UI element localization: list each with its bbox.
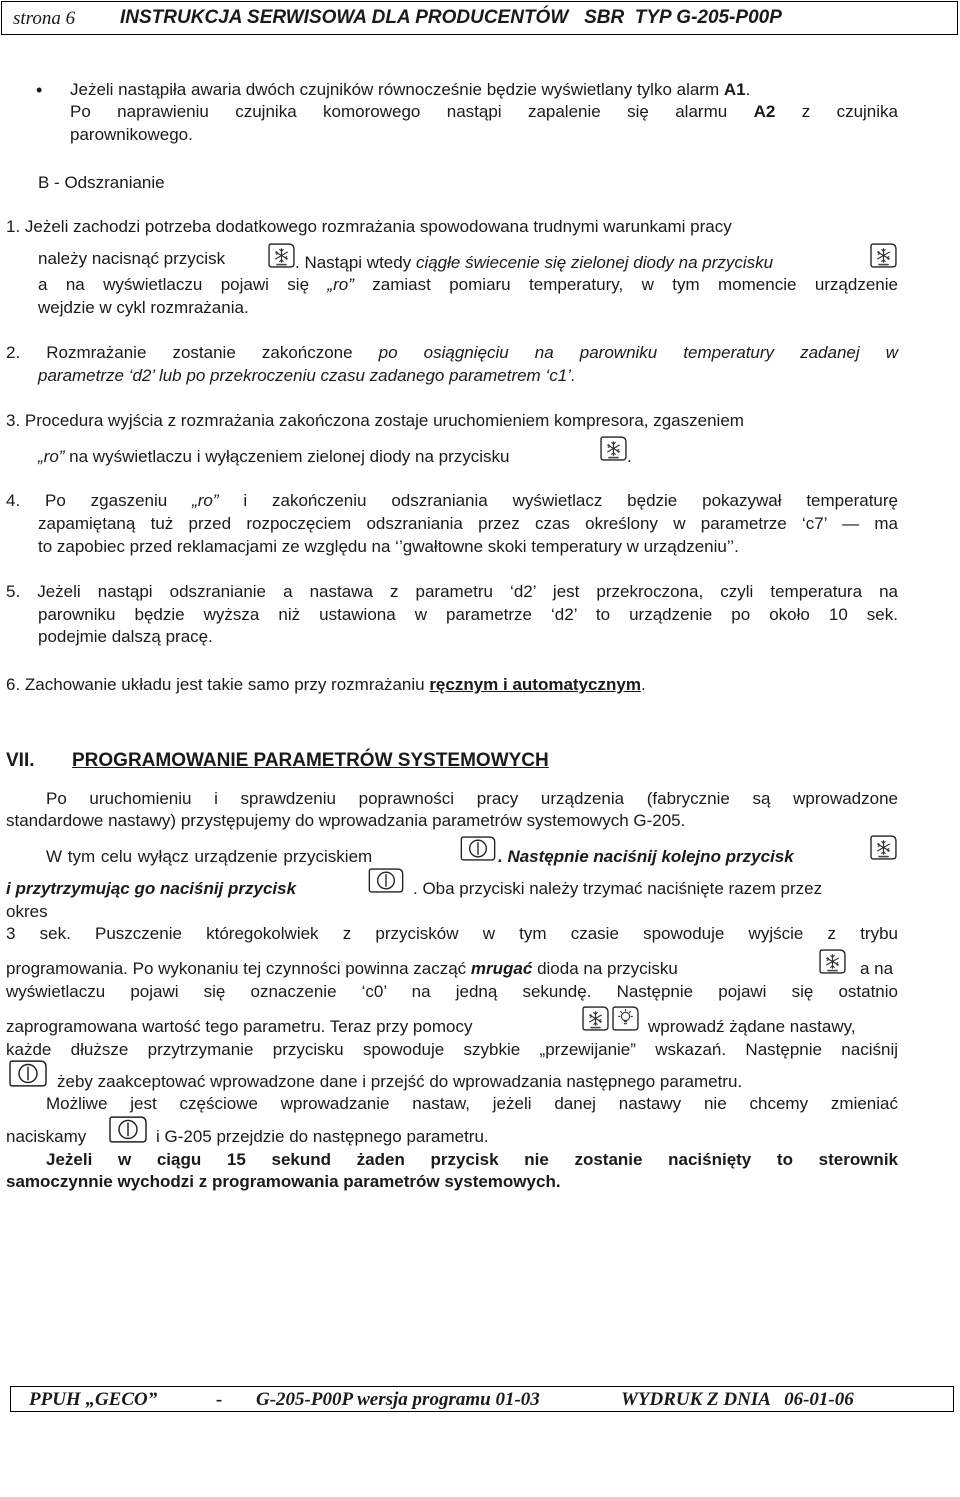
prog-line-1: Po uruchomieniu i sprawdzeniu poprawności pracy urządzenia (fabrycznie są wprowadzone xyxy=(46,789,898,808)
bullet-line-1 xyxy=(70,80,750,100)
power-button-icon xyxy=(460,836,496,861)
alarm-code: A2 xyxy=(753,102,776,121)
power-button-icon xyxy=(368,868,404,893)
p5-line-2: parowniku będzie wyższa niż ustawiona w parametrze ‘d2’ to urządzenie po około 10 sek. xyxy=(38,605,898,624)
defrost-button-icon xyxy=(582,1006,609,1031)
p2-line-2: parametrze ‘d2’ lub po przekroczeniu czasu zadanego parametrem ‘c1’. xyxy=(38,366,576,385)
prog-text: dioda na przycisku xyxy=(532,959,678,978)
footer-dash: - xyxy=(216,1389,223,1410)
prog-line-3b: . Następnie naciśnij kolejno przycisk xyxy=(498,847,794,866)
prog-line-2: standardowe nastawy) przystępujemy do wprowadzania parametrów systemowych G-205. xyxy=(6,811,686,830)
p6-line-1 xyxy=(6,675,646,695)
section-vii-title: PROGRAMOWANIE PARAMETRÓW SYSTEMOWYCH xyxy=(72,750,549,771)
footer-print-date: WYDRUK Z DNIA 06-01-06 xyxy=(621,1389,854,1410)
p4-line-2: zapamiętaną tuż przed rozpoczęciem odszraniania przez czas określony w parametrze ‘c7’ — ma xyxy=(38,514,898,533)
section-b-title: B - Odszranianie xyxy=(38,173,165,192)
p1-italic-text: ciągłe świecenie się zielonej diody na przycisku xyxy=(415,253,774,272)
p2-italic-text: po osiągnięciu na parowniku temperatury zadanej w xyxy=(378,343,899,362)
document-title: INSTRUKCJA SERWISOWA DLA PRODUCENTÓW SBR TYP G-205-P00P xyxy=(120,7,782,28)
defrost-button-icon xyxy=(870,835,897,860)
prog-text: programowania. Po wykonaniu tej czynności powinna zacząć xyxy=(6,959,471,978)
prog-line-6: 3 sek. Puszczenie któregokolwiek z przycisków w tym czasie spowoduje wyjście z trybu xyxy=(6,924,898,943)
bullet-text: Jeżeli nastąpiła awaria dwóch czujników równocześnie będzie wyświetlany tylko alarm xyxy=(70,80,724,99)
bullet-text: Po naprawieniu czujnika komorowego nastąpi zapalenie się alarmu xyxy=(70,102,754,121)
p4-text: i zakończeniu odszraniania wyświetlacz będzie pokazywał temperaturę xyxy=(218,491,898,510)
prog-line-4b: . Oba przyciski należy trzymać naciśnięte razem przez xyxy=(413,879,823,898)
p1-text: zamiast pomiaru temperatury, w tym momencie urządzenie xyxy=(353,275,898,294)
p5-line-3: podejmie dalszą pracę. xyxy=(38,627,213,646)
prog-line-9b: wprowadź żądane nastawy, xyxy=(648,1017,856,1036)
page-footer xyxy=(10,1386,954,1412)
display-code-ro: „ro” xyxy=(38,447,65,466)
display-code-ro: „ro” xyxy=(327,275,354,294)
alarm-code: A1 xyxy=(723,80,746,99)
p3-line-2 xyxy=(38,447,509,467)
p5-line-1: 5. Jeżeli nastąpi odszranianie a nastawa z parametru ‘d2’ jest przekroczona, czyli temperatura na xyxy=(6,582,898,601)
p1-line-2 xyxy=(38,249,225,269)
p3-line-2-end: . xyxy=(627,447,632,466)
prog-line-15: samoczynnie wychodzi z programowania parametrów systemowych. xyxy=(6,1172,561,1191)
p3-line-1: 3. Procedura wyjścia z rozmrażania zakończona zostaje uruchomieniem kompresora, zgaszeniem xyxy=(6,411,744,430)
defrost-button-icon xyxy=(268,243,295,268)
bullet-line-2 xyxy=(70,102,898,122)
power-button-icon xyxy=(108,1116,148,1143)
bullet-text: . xyxy=(745,80,751,99)
prog-emphasis: mrugać xyxy=(470,959,533,978)
section-vii-number: VII. xyxy=(6,750,35,771)
p2-line-1 xyxy=(6,343,898,363)
prog-line-10: każde dłuższe przytrzymanie przycisku spowoduje szybkie „przewijanie” wskazań. Następnie naciśnij xyxy=(6,1040,898,1059)
p1-line-4: wejdzie w cykl rozmrażania. xyxy=(38,298,249,317)
p1-text: należy nacisnąć przycisk xyxy=(38,249,226,268)
prog-line-13a: naciskamy xyxy=(6,1127,87,1146)
bullet-line-3 xyxy=(70,125,193,145)
prog-line-13b: i G-205 przejdzie do następnego parametru. xyxy=(156,1127,489,1146)
bullet-text: z czujnika xyxy=(775,102,898,121)
p4-line-1 xyxy=(6,491,898,511)
p1-text: . Nastąpi wtedy xyxy=(295,253,416,272)
p1-line-2b xyxy=(295,253,773,273)
p4-text: 4. Po zgaszeniu xyxy=(6,491,193,510)
defrost-button-icon xyxy=(600,436,627,461)
p3-text: na wyświetlaczu i wyłączeniem zielonej diody na przycisku xyxy=(64,447,510,466)
prog-line-3a: W tym celu wyłącz urządzenie przyciskiem xyxy=(46,847,373,866)
p1-text: a na wyświetlaczu pojawi się xyxy=(38,275,328,294)
p4-line-3: to zapobiec przed reklamacjami ze względu na ‘’gwałtowne skoki temperatury w urządzeniu’’. xyxy=(38,537,739,556)
prog-line-8: wyświetlaczu pojawi się oznaczenie ‘c0’ na jedną sekundę. Następnie pojawi się ostatnio xyxy=(6,982,898,1001)
bullet-text: parownikowego. xyxy=(70,125,193,144)
prog-line-9a: zaprogramowana wartość tego parametru. Teraz przy pomocy xyxy=(6,1017,473,1036)
footer-version: G-205-P00P wersja programu 01-03 xyxy=(256,1389,540,1410)
prog-line-12: Możliwe jest częściowe wprowadzanie nastaw, jeżeli danej nastawy nie chcemy zmieniać xyxy=(46,1094,898,1113)
prog-line-7d: a na xyxy=(860,959,894,978)
prog-line-4a: i przytrzymując go naciśnij przycisk xyxy=(6,879,297,898)
p6-text: 6. Zachowanie układu jest takie samo przy rozmrażaniu xyxy=(6,675,430,694)
power-button-icon xyxy=(8,1060,48,1087)
light-button-icon xyxy=(612,1006,639,1031)
p6-text: . xyxy=(640,675,646,694)
p1-line-3 xyxy=(38,275,898,295)
display-code-ro: „ro” xyxy=(192,491,219,510)
p1-line-1: 1. Jeżeli zachodzi potrzeba dodatkowego rozmrażania spowodowana trudnymi warunkami pracy xyxy=(6,217,732,236)
bullet-mark: • xyxy=(36,80,43,100)
prog-line-7 xyxy=(6,959,678,979)
page-header xyxy=(1,1,958,35)
prog-line-5: okres xyxy=(6,902,48,921)
prog-line-11: żeby zaakceptować wprowadzone dane i przejść do wprowadzania następnego parametru. xyxy=(57,1072,743,1091)
page-number: strona 6 xyxy=(13,8,76,29)
footer-company: PPUH „GECO” xyxy=(29,1389,158,1410)
p2-text: 2. Rozmrażanie zostanie zakończone xyxy=(6,343,379,362)
defrost-button-icon xyxy=(819,949,846,974)
defrost-button-icon xyxy=(870,243,897,268)
p6-emphasis: ręcznym i automatycznym xyxy=(429,675,641,694)
prog-line-14: Jeżeli w ciągu 15 sekund żaden przycisk nie zostanie naciśnięty to sterownik xyxy=(46,1150,898,1169)
